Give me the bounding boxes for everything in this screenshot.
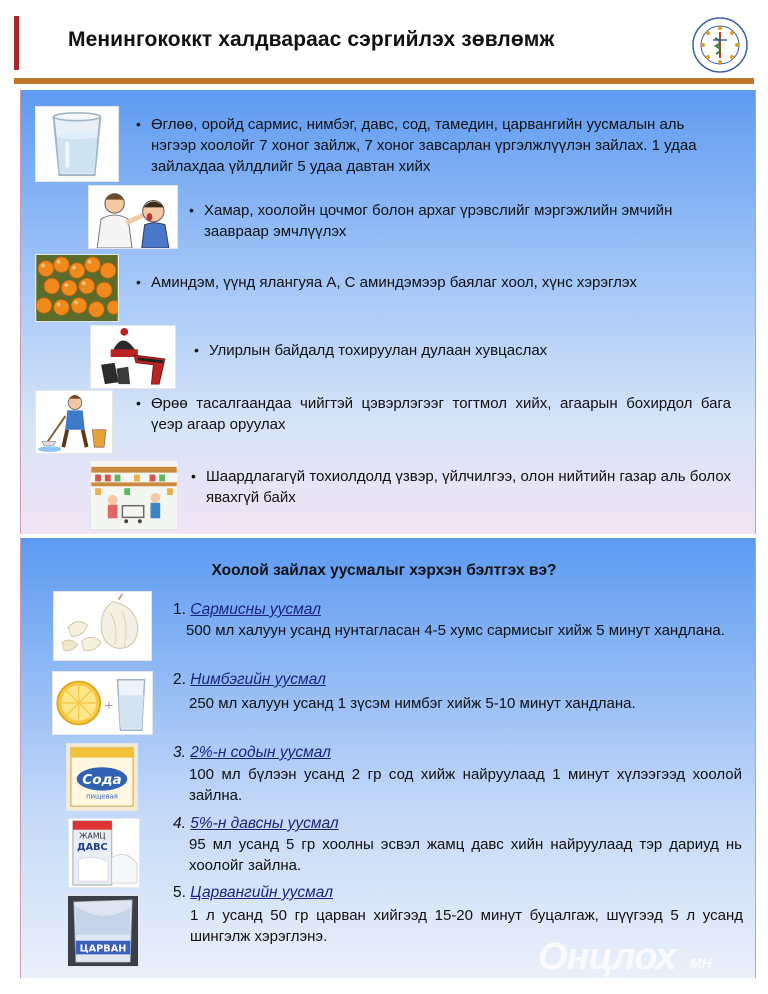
title-accent-bar (14, 16, 19, 70)
tip-treat-nose-throat: • Хамар, хоолойн цочмог болон архаг үрэвслийг мэргэжлийн эмчийн заавраар эмчлүүлэх (189, 202, 673, 240)
step-4-link[interactable]: 5%-н давсны уусмал (190, 815, 339, 832)
step-3-title: 3. 2%-н содын уусмал (173, 744, 331, 761)
garlic-icon (53, 591, 152, 661)
supermarket-icon (90, 460, 178, 530)
tip-rinse-throat: • Өглөө, оройд сармис, нимбэг, давс, сод, тамедин, царвангийн уусмалын аль нэгээр хоолойг 7 хоног зайлж, 7 хоног завсарлан үргэлжлүүлэн зайлах. 1 удаа зайлахдаа үйлдлийг 5 удаа давтан хийх (136, 116, 697, 175)
mopping-man-icon (35, 390, 113, 454)
header-divider (14, 78, 754, 84)
tip-wet-cleaning: • Өрөө тасалгаандаа чийгтэй цэвэрлэгээг тогтмол хийх, агаарын бохирдол бага үеэр агаар оруулах (136, 395, 731, 433)
tip-warm-clothing: • Улирлын байдалд тохируулан дулаан хувцаслах (194, 342, 548, 359)
step-3-link[interactable]: 2%-н содын уусмал (190, 744, 331, 761)
step-1-link[interactable]: Сармисны уусмал (190, 601, 321, 618)
step-1-title: 1. Сармисны уусмал (173, 601, 321, 618)
institution-logo (691, 16, 749, 74)
step-2-link[interactable]: Нимбэгийн уусмал (190, 671, 326, 688)
step-4-title: 4. 5%-н давсны уусмал (173, 815, 339, 832)
watermark-suffix: МН (690, 955, 712, 971)
tip-vitamin-food: • Аминдэм, үүнд ялангуяа А, С аминдэмээр баялаг хоол, хүнс хэрэглэх (136, 274, 637, 291)
step-1-text: 500 мл халуун усанд нунтагласан 4-5 хумс сармисыг хийж 5 минут хандлана. (186, 622, 725, 639)
watermark-logo: Онцлох (538, 936, 676, 978)
tip-avoid-crowds: • Шаардлагагүй тохиолдолд үзвэр, үйлчилгээ, олон нийтийн газар аль болох явахгүй байх (191, 468, 731, 506)
lemon-water-icon (52, 671, 153, 735)
page-title: Менингококкт халдвараас сэргийлэх зөвлөмж (68, 28, 555, 51)
solutions-heading: Хоолой зайлах уусмалыг хэрхэн бэлтгэх вэ? (211, 562, 557, 579)
soda-box-icon (66, 743, 138, 811)
tsarvan-pack-icon (67, 895, 139, 967)
soda-sub-label: пищевая (86, 792, 118, 801)
soda-label: Сода (82, 771, 122, 788)
step-5-link[interactable]: Царвангийн уусмал (190, 884, 333, 901)
step-3-text: 100 мл бүлээн усанд 2 гр сод хийж найруулаад 1 минут хүлээгээд хоолой зайлна. (189, 766, 742, 804)
salt-pack-icon (68, 818, 140, 888)
step-2-text: 250 мл халуун усанд 1 зүсэм нимбэг хийж 5-10 минут хандлана. (189, 695, 636, 712)
svg-text:+: + (103, 697, 114, 712)
step-5-title: 5. Царвангийн уусмал (173, 884, 333, 901)
sea-buckthorn-icon (35, 254, 119, 322)
salt-top-label: ЖАМЦ (79, 831, 106, 841)
water-glass-icon (35, 106, 119, 182)
doctor-exam-icon (88, 185, 178, 249)
warm-clothes-icon (90, 325, 176, 389)
salt-label: ДАВС (77, 842, 108, 854)
step-5-text: 1 л усанд 50 гр царван хийгээд 15-20 минут буцалгаж, шүүгээд 5 л усанд шингэлж хэрэглэнэ. (190, 907, 743, 945)
step-4-text: 95 мл усанд 5 гр хоолны эсвэл жамц давс хийн найруулаад тэр дариуд нь хоолойг зайлна. (189, 836, 742, 874)
step-2-title: 2. Нимбэгийн уусмал (173, 671, 326, 688)
tsarvan-label: ЦАРВАН (79, 943, 127, 955)
